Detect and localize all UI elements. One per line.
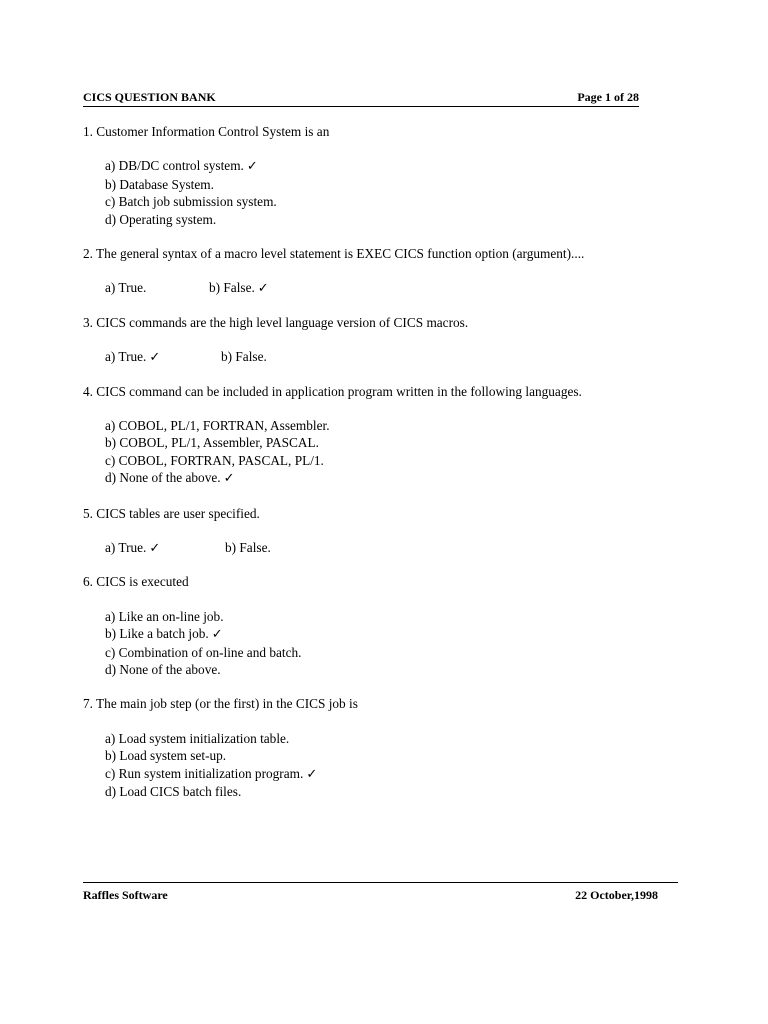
option-label: a) Like an on-line job. bbox=[105, 608, 224, 624]
option bbox=[105, 348, 160, 366]
option bbox=[105, 417, 683, 434]
option-label: d) None of the above. bbox=[105, 662, 221, 678]
option bbox=[105, 469, 683, 487]
option-label: c) COBOL, FORTRAN, PASCAL, PL/1. bbox=[105, 452, 324, 468]
check-mark-icon: ✓ bbox=[149, 541, 161, 557]
option bbox=[105, 747, 683, 764]
page-header bbox=[83, 90, 639, 107]
option-list bbox=[105, 417, 683, 488]
check-mark-icon: ✓ bbox=[306, 766, 318, 782]
option-list bbox=[105, 348, 683, 365]
footer-divider bbox=[83, 882, 678, 883]
option bbox=[105, 661, 683, 678]
option-label: a) DB/DC control system. bbox=[105, 158, 244, 174]
option bbox=[105, 434, 683, 451]
question-3 bbox=[83, 314, 683, 366]
option-label: b) Load system set-up. bbox=[105, 748, 227, 764]
option-label: b) False. bbox=[225, 540, 271, 556]
option bbox=[105, 765, 683, 783]
option bbox=[105, 176, 683, 193]
option-label: b) False. bbox=[209, 280, 255, 296]
check-mark-icon: ✓ bbox=[149, 350, 161, 366]
option bbox=[105, 539, 160, 557]
question-6 bbox=[83, 573, 683, 678]
question-text: 1. Customer Information Control System is an bbox=[83, 124, 330, 139]
page-number: Page 1 of 28 bbox=[577, 90, 639, 104]
question-text: 3. CICS commands are the high level language version of CICS macros. bbox=[83, 314, 469, 330]
question-text: 4. CICS command can be included in application program written in the following languages. bbox=[83, 383, 582, 399]
check-mark-icon: ✓ bbox=[211, 627, 223, 643]
option-label: d) Operating system. bbox=[105, 211, 217, 227]
option-label: c) Batch job submission system. bbox=[105, 194, 277, 210]
option-list bbox=[105, 279, 683, 296]
option bbox=[105, 730, 683, 747]
option bbox=[105, 157, 683, 175]
question-4 bbox=[83, 383, 683, 488]
option-label: a) True. bbox=[105, 280, 147, 296]
option-label: d) None of the above. bbox=[105, 470, 221, 486]
option bbox=[105, 279, 146, 296]
question-7 bbox=[83, 695, 683, 800]
option bbox=[105, 211, 683, 228]
option-list bbox=[105, 539, 683, 556]
option bbox=[105, 625, 683, 643]
option-label: b) Like a batch job. bbox=[105, 626, 209, 642]
check-mark-icon: ✓ bbox=[246, 159, 258, 175]
option-list bbox=[105, 157, 683, 228]
company-name: Raffles Software bbox=[83, 888, 168, 902]
option-list bbox=[105, 608, 683, 679]
option-label: d) Load CICS batch files. bbox=[105, 784, 242, 800]
option-list bbox=[105, 730, 683, 801]
option-label: c) Combination of on-line and batch. bbox=[105, 644, 302, 660]
option bbox=[105, 644, 683, 661]
option bbox=[221, 348, 267, 365]
option-label: b) COBOL, PL/1, Assembler, PASCAL. bbox=[105, 435, 319, 451]
question-text: 6. CICS is executed bbox=[83, 574, 189, 590]
question-text: 2. The general syntax of a macro level statement is EXEC CICS function option (argument).... bbox=[83, 246, 585, 262]
check-mark-icon: ✓ bbox=[257, 281, 269, 297]
option-label: a) COBOL, PL/1, FORTRAN, Assembler. bbox=[105, 418, 330, 434]
question-text: 7. The main job step (or the first) in the CICS job is bbox=[83, 696, 358, 712]
option-label: b) False. bbox=[221, 349, 267, 365]
question-2 bbox=[83, 245, 683, 297]
option bbox=[105, 783, 683, 800]
option bbox=[105, 608, 683, 625]
question-list bbox=[83, 123, 683, 818]
option bbox=[105, 452, 683, 469]
option-label: a) True. bbox=[105, 540, 147, 556]
document-date: 22 October,1998 bbox=[575, 888, 658, 902]
option bbox=[209, 279, 269, 297]
option bbox=[225, 539, 271, 556]
question-1 bbox=[83, 123, 683, 228]
option-label: a) Load system initialization table. bbox=[105, 730, 290, 746]
option bbox=[105, 193, 683, 210]
question-text: 5. CICS tables are user specified. bbox=[83, 505, 260, 521]
document-title: CICS QUESTION BANK bbox=[83, 90, 216, 104]
option-label: b) Database System. bbox=[105, 176, 214, 192]
check-mark-icon: ✓ bbox=[223, 471, 235, 487]
question-5 bbox=[83, 505, 683, 557]
option-label: a) True. bbox=[105, 349, 147, 365]
option-label: c) Run system initialization program. bbox=[105, 765, 304, 781]
